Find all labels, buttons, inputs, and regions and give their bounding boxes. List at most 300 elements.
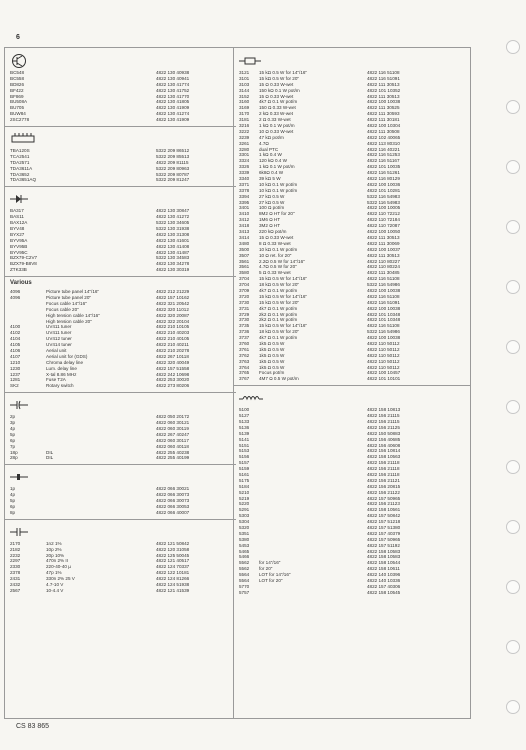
ref-cell: BUW84 [10, 111, 26, 117]
code-cell: 4822 157 50842 [367, 513, 401, 519]
code-cell: 4822 122 10181 [156, 570, 190, 576]
punch-hole [506, 340, 520, 354]
description-cell: Chroma delay line [46, 359, 84, 365]
code-cell: 4822 242 10698 [156, 371, 190, 377]
ref-cell: BU705 [10, 105, 25, 111]
description-cell: 18 kΩ 0.5 W for 20" [259, 282, 300, 288]
code-cell: 4822 060 40118 [156, 443, 189, 449]
ref-cell: 3170 [239, 111, 250, 117]
code-cell: 4822 101 10348 [367, 317, 401, 323]
description-cell: 4M7 Ω 0.5 W pot/m [259, 376, 299, 382]
code-cell: 4822 116 51108 [367, 70, 400, 75]
description-cell: 5 Ω 0.33 W-wet [259, 270, 291, 276]
table-row [10, 383, 230, 389]
code-cell: 4822 124 70337 [156, 564, 190, 570]
punch-hole [506, 280, 520, 294]
ref-cell: 5770 [239, 583, 250, 589]
ref-cell: 3731 [239, 305, 250, 311]
description-cell: UV412 tuner [46, 336, 72, 342]
ref-cell: 3762 [239, 352, 250, 358]
ref-cell: 3340 [239, 176, 250, 182]
ref-cell: 3720 [239, 293, 250, 299]
punch-hole [506, 160, 520, 174]
code-cell: 4822 322 20104 [156, 318, 190, 324]
ref-cell: 5219 [239, 495, 250, 501]
ref-cell: 4102 [10, 330, 21, 336]
description-cell [46, 177, 156, 183]
ref-cell: 5303 [239, 513, 250, 519]
code-cell: 4822 156 21125 [367, 424, 400, 430]
ref-cell: BF869 [10, 93, 24, 99]
ref-cell: 4p [10, 492, 16, 498]
ref-cell: 3763 [239, 358, 250, 364]
code-cell: 4822 255 40199 [156, 455, 190, 461]
ref-cell: 5157 [239, 460, 250, 466]
punch-hole [506, 700, 520, 714]
ref-cell: TDA3611A [10, 165, 33, 171]
ref-cell: 5453 [239, 542, 250, 548]
ref-cell: 3761 [239, 346, 250, 352]
code-cell: 5322 116 54983 [367, 193, 400, 199]
description-cell: 1n2 1% [46, 540, 62, 546]
code-cell: 5322 209 85513 [156, 153, 190, 159]
ref-cell: 4104 [10, 336, 21, 342]
description-cell: 6k8Ω 0.4 W [259, 170, 284, 176]
code-cell: 4822 158 10583 [367, 548, 401, 554]
description-cell: 15 kΩ 0.5 W for 14"/16" [259, 293, 308, 299]
code-cell: 4822 116 51167 [367, 158, 400, 164]
diode-list [10, 208, 230, 273]
ref-cell: 3704 [239, 276, 250, 282]
code-cell: 4822 157 51558 [156, 365, 190, 371]
code-cell: 4822 100 10005 [367, 205, 401, 211]
code-cell: 4822 156 21118 [367, 466, 400, 472]
table-row [10, 588, 230, 594]
table-row [10, 117, 230, 123]
electrolytic-symbol-icon [10, 468, 230, 486]
ref-cell: 4106 [10, 347, 21, 353]
ref-cell: 3730 [239, 299, 250, 305]
code-cell: 4822 157 50965 [367, 536, 401, 542]
description-cell: High tension cable 14"/16" [46, 312, 100, 318]
code-cell: 4822 156 21118 [367, 472, 400, 477]
ref-cell: 3280 [239, 146, 250, 152]
ref-cell: BU508A [10, 99, 28, 105]
description-cell: 15 Ω 0.33 W-wet [259, 81, 294, 87]
code-cell: 4822 116 51091 [367, 299, 400, 305]
ref-cell: 5184 [239, 483, 250, 489]
description-cell: 4k7 Ω 0.1 W pot/m [259, 305, 298, 311]
code-cell: 4822 100 10038 [367, 287, 401, 293]
code-cell: 4822 321 20542 [156, 300, 190, 306]
ref-cell: 5133 [239, 418, 250, 424]
code-cell: 4822 110 50112 [367, 358, 400, 364]
ref-cell: 3301 [239, 152, 250, 158]
ref-cell: 4100 [10, 324, 21, 330]
code-cell: 4822 157 51380 [367, 525, 401, 531]
ref-cell: 3103 [239, 81, 250, 87]
code-cell: 4822 140 10396 [367, 572, 401, 578]
code-cell: 4822 157 10162 [156, 294, 190, 300]
description-cell: 8M2 Ω HT for 20" [259, 211, 295, 217]
ref-cell: 3401 [239, 205, 250, 211]
code-cell: 5322 116 54986 [367, 329, 400, 335]
code-cell: 4822 130 41752 [156, 87, 190, 93]
code-cell: 4822 158 10813 [367, 407, 401, 413]
ref-cell: 5320 [239, 525, 250, 531]
ref-cell: 5153 [239, 448, 250, 454]
description-cell: 1k5 Ω 0.5 W [259, 352, 285, 358]
ref-cell: 3414 [239, 234, 250, 240]
description-cell: for 20" [259, 566, 273, 572]
ref-cell: 3764 [239, 364, 250, 370]
ref-cell: BYV95C [10, 249, 28, 255]
code-cell: 4822 124 81266 [156, 576, 190, 582]
code-cell: 4822 111 30069 [367, 240, 400, 246]
code-cell: 4822 101 10348 [367, 311, 401, 317]
punch-hole [506, 640, 520, 654]
description-cell: 10p 2% [46, 546, 62, 552]
code-cell: 4822 060 30121 [156, 420, 190, 426]
description-cell: 18 kΩ 0.5 W for 20" [259, 329, 300, 335]
code-cell: 4822 156 21123 [367, 501, 400, 507]
ref-cell: 5380 [239, 536, 250, 542]
code-cell: 5322 209 81247 [156, 177, 190, 183]
left-column [10, 52, 230, 594]
code-cell: 4822 110 50112 [367, 364, 400, 370]
description-cell: 150 kΩ 0.1 W pot/m [259, 87, 300, 93]
ref-cell: 2297 [10, 558, 21, 564]
code-cell: 4822 101 10352 [367, 87, 401, 93]
table-row [10, 455, 230, 461]
description-cell: DIL [46, 455, 54, 461]
description-cell: Picture tube panel 20" [46, 294, 92, 300]
ref-cell: 3378 [239, 187, 250, 193]
code-cell: 4822 130 31308 [156, 231, 190, 237]
code-cell: 5322 130 34583 [156, 255, 190, 261]
ref-cell: 6p [10, 504, 16, 509]
ref-cell: 2567 [10, 587, 21, 593]
description-cell: Aerial unit for (GDS) [46, 353, 88, 359]
transistor-list [10, 70, 230, 123]
code-cell: 4822 130 41601 [156, 237, 190, 243]
code-cell: 4822 273 80206 [156, 383, 190, 389]
ref-cell: 18p [10, 449, 18, 455]
ref-cell: 3580 [239, 270, 250, 276]
code-cell: 4822 130 41487 [156, 249, 190, 255]
description-cell: 15 kΩ 0.5 W for 14"/16" [259, 323, 308, 329]
code-cell: 4822 210 40105 [156, 336, 190, 342]
description-cell: 1 kΩ 0.1 W pot/m [259, 164, 295, 170]
coil-symbol-icon [239, 389, 465, 407]
code-cell: 4822 157 50965 [367, 495, 401, 501]
ref-cell: TDA3652 [10, 171, 30, 177]
code-cell: 4822 102 40065 [367, 134, 401, 140]
ref-cell: 5141 [239, 436, 250, 442]
ref-cell: 3326 [239, 164, 250, 170]
ref-cell: 3p [10, 420, 16, 426]
description-cell: 4.7-10 V [46, 582, 64, 588]
ref-cell: 5220 [239, 501, 250, 507]
ic-list [10, 148, 230, 183]
ref-cell: 2p [10, 414, 16, 420]
code-cell: 4822 124 51938 [156, 582, 190, 588]
ref-cell: 3339 [239, 170, 250, 176]
code-cell: 4822 130 34278 [156, 261, 190, 267]
table-row [10, 510, 230, 516]
code-cell: 4822 111 30181 [367, 117, 400, 123]
code-cell: 4822 100 10037 [367, 246, 401, 252]
code-cell: 4822 253 30020 [156, 377, 190, 383]
code-cell: 4822 111 30513 [367, 252, 400, 258]
code-cell: 4822 158 10561 [367, 507, 401, 513]
code-cell: 4822 267 40247 [156, 431, 190, 437]
code-cell: 4822 116 51108 [367, 276, 400, 282]
ref-cell: 5136 [239, 424, 250, 430]
description-cell: UV411 tuner [46, 330, 72, 336]
column-divider [233, 47, 234, 718]
code-cell: 4822 066 40007 [156, 509, 190, 515]
ref-cell: 5p [10, 431, 16, 437]
page-number: 6 [16, 34, 20, 41]
code-cell: 4822 156 21115 [367, 413, 400, 419]
code-cell: 4822 130 41408 [156, 243, 190, 249]
punch-hole [506, 40, 520, 54]
punch-hole [506, 220, 520, 234]
code-cell: 4822 111 30513 [367, 93, 400, 99]
description-cell: 2k2 Ω 0.1 W pot/m [259, 311, 298, 317]
description-cell: 4.7Ω [259, 140, 269, 146]
code-cell: 4822 066 30021 [156, 486, 190, 492]
code-cell: 4822 113 80310 [367, 140, 400, 146]
code-cell: 4822 130 41272 [156, 214, 190, 220]
description-cell: DIL [46, 449, 54, 455]
code-cell: 4822 320 40049 [156, 359, 190, 365]
ref-cell: 5139 [239, 430, 250, 436]
code-cell: 4822 100 10050 [367, 229, 401, 235]
ref-cell: 1210 [10, 359, 21, 365]
ref-cell: 4096 [10, 289, 21, 295]
ref-cell: 5100 [239, 407, 250, 413]
ref-cell: 3410 [239, 211, 250, 217]
code-cell: 4822 121 41539 [156, 587, 190, 593]
code-cell: 4822 130 40941 [156, 75, 190, 81]
ref-cell: TBA120S [10, 148, 30, 154]
description-cell: dual PTC [259, 146, 279, 152]
ref-cell: 5161 [239, 472, 250, 477]
code-cell: 4822 116 40221 [367, 146, 400, 152]
code-cell: 4822 150 50883 [367, 430, 401, 436]
code-cell: 4822 156 40608 [367, 442, 401, 448]
description-cell: 10 kΩ 0.1 W pot/m [259, 181, 298, 187]
code-cell: 4822 212 21229 [156, 289, 190, 295]
ref-cell: BA317 [10, 208, 24, 214]
punch-hole [506, 400, 520, 414]
ref-cell: 3760 [239, 340, 250, 346]
ref-cell: 5p [10, 498, 16, 504]
ref-cell: 4p [10, 425, 16, 431]
description-cell: for 14"/16" [259, 560, 281, 566]
code-cell: 4822 130 41774 [156, 81, 190, 87]
ref-cell: BYX27 [10, 231, 25, 237]
ref-cell: 3418 [239, 223, 250, 229]
ref-cell: 2330 [10, 564, 21, 570]
ref-cell: 3730 [239, 317, 250, 323]
ref-cell: 3413 [239, 229, 250, 235]
code-cell: 4822 066 30073 [156, 492, 190, 498]
ref-cell: 3144 [239, 87, 250, 93]
code-cell: 4822 130 41909 [156, 117, 190, 123]
ref-cell: 3239 [239, 134, 250, 140]
code-cell: 4822 120 31058 [156, 546, 190, 552]
ref-cell: 5564 [239, 572, 250, 578]
ref-cell: 5210 [239, 489, 250, 495]
ref-cell: 3152 [239, 93, 250, 99]
ic-symbol-icon [10, 130, 230, 148]
ref-cell: 8p [10, 509, 16, 515]
description-cell: 1M6 Ω HT [259, 217, 281, 223]
description-cell: 1k5 Ω 0.5 W [259, 340, 285, 346]
code-cell: 4822 116 51108 [367, 323, 400, 329]
punch-hole [506, 520, 520, 534]
description-cell: LOT for 20" [259, 578, 283, 584]
code-cell: 4822 116 51253 [367, 152, 400, 158]
transistor-symbol-icon [10, 52, 230, 70]
code-cell: 4822 210 20278 [156, 347, 190, 353]
ref-cell: 3561 [239, 258, 250, 264]
code-cell: 4822 156 21118 [367, 460, 400, 466]
code-cell: 4822 320 20087 [156, 312, 190, 318]
capacitor-list-b [10, 486, 230, 515]
ref-cell: 5151 [239, 442, 250, 448]
description-cell: 2 Ω 0.33 W-wet [259, 117, 291, 123]
punch-hole [506, 580, 520, 594]
description-cell: 4.7Ω 0.5 W for 20" [259, 264, 297, 270]
ref-cell: 3500 [239, 246, 250, 252]
description-cell: Focus cable 20" [46, 306, 79, 312]
description-cell: Focus pot/m [259, 370, 285, 376]
ref-cell: 3737 [239, 335, 250, 341]
code-cell: 4822 157 51192 [367, 542, 400, 548]
ref-cell: 5466 [239, 554, 250, 560]
ref-cell: BAX12A [10, 220, 28, 226]
ref-cell: 3261 [239, 140, 250, 146]
code-cell: 4822 101 10281 [367, 187, 401, 193]
code-cell: 4822 125 50045 [156, 552, 190, 558]
description-cell: 15 Ω 0.33 W-wet [259, 93, 294, 99]
ref-cell: 3709 [239, 287, 250, 293]
ref-cell: 2232 [10, 552, 21, 558]
table-row [10, 177, 230, 183]
code-cell: 4822 140 10336 [367, 578, 401, 584]
ref-cell: 3371 [239, 181, 250, 187]
code-cell: 4822 060 30119 [156, 425, 189, 431]
code-cell: 4822 156 10814 [367, 448, 401, 454]
description-cell: Fuse T2A [46, 377, 66, 383]
code-cell: 4822 111 30508 [367, 128, 400, 134]
code-cell: 5322 209 80787 [156, 171, 190, 177]
description-cell [46, 117, 156, 123]
ref-cell: 3765 [239, 370, 250, 376]
right-column [239, 52, 465, 596]
ref-cell: TDA2571 [10, 159, 30, 165]
description-cell: LOT for 14"/16" [259, 572, 291, 578]
code-cell: 4822 116 51261 [367, 170, 400, 176]
code-cell: 4822 116 51091 [367, 75, 400, 81]
coil-list [239, 407, 465, 596]
ref-cell: 1281 [10, 377, 21, 383]
code-cell: 4822 110 80224 [367, 264, 400, 270]
ref-cell: 2170 [10, 540, 21, 546]
description-cell: 1k5 Ω 0.5 W [259, 364, 285, 370]
ref-cell: 3160 [239, 99, 250, 105]
description-cell: 4k7 Ω 0.1 W pot/m [259, 99, 298, 105]
ref-cell: 3729 [239, 311, 250, 317]
code-cell: 4822 100 10038 [367, 99, 401, 105]
description-cell [46, 267, 156, 273]
code-cell: 4822 210 40203 [156, 330, 190, 336]
ref-cell: 5175 [239, 477, 250, 483]
ref-cell: 4096 [10, 294, 21, 300]
code-cell: 4822 110 72087 [367, 223, 400, 229]
description-cell [259, 590, 367, 596]
description-cell: 2k2 Ω 0.1 W pot/m [259, 317, 298, 323]
ref-cell: 6p [10, 437, 16, 443]
description-cell: 15 Ω 0.33 W-wet [259, 234, 294, 240]
code-cell: 4822 130 41909 [156, 105, 190, 111]
description-cell: 220 kΩ pot/m [259, 229, 287, 235]
code-cell: 4822 100 10036 [367, 181, 401, 187]
description-cell: 10 kΩ 0.1 W pot/m [259, 187, 298, 193]
description-cell: 47p 1% [46, 570, 62, 576]
description-cell: 10 kΩ 0.1 W pot/m [259, 246, 298, 252]
code-cell: 5322 209 86512 [156, 148, 190, 154]
ref-cell: BYV95B [10, 243, 28, 249]
ref-cell: 5562 [239, 566, 250, 572]
code-cell: 4822 209 81115 [156, 159, 189, 165]
ref-cell: 4105 [10, 342, 21, 348]
description-cell: 3M2 Ω HT [259, 223, 281, 229]
description-cell: 15 kΩ 0.5 W for 20" [259, 75, 300, 81]
ref-cell: 28p [10, 455, 18, 461]
code-cell: 5322 116 54986 [367, 282, 400, 288]
ref-cell: TCA2541 [10, 153, 30, 159]
ref-cell: 3395 [239, 199, 250, 205]
capacitor-list-c [10, 541, 230, 594]
ref-cell: 1p [10, 486, 16, 492]
code-cell: 4822 158 10563 [367, 454, 401, 460]
description-cell: 10 Ω ret. for 20" [259, 252, 292, 258]
ref-cell: 2432 [10, 582, 21, 588]
code-cell: 4822 110 50112 [367, 346, 400, 352]
code-cell: 4822 111 30485 [367, 270, 400, 276]
description-cell: Lum. delay line [46, 365, 77, 371]
description-cell: 2.2Ω 0.5 W for 14"/16" [259, 258, 305, 264]
description-cell: 15 kΩ 0.5 W for 14"/16" [259, 70, 308, 75]
code-cell: 5322 130 31938 [156, 226, 190, 232]
code-cell: 4822 158 10611 [367, 566, 400, 572]
description-cell: 1 kΩ 0.4 W [259, 152, 282, 158]
code-cell: 4822 111 30513 [367, 81, 400, 87]
code-cell: 4822 158 10545 [367, 589, 401, 595]
punch-hole [506, 100, 520, 114]
code-cell: 4822 110 80227 [367, 258, 400, 264]
description-cell: 1k5 Ω 0.5 W [259, 346, 285, 352]
description-cell: X-tal 8.86 MHz [46, 371, 77, 377]
code-cell: 4822 267 10118 [156, 353, 189, 359]
various-heading: Various [10, 280, 32, 287]
description-cell: 15 kΩ 0.5 W for 20" [259, 299, 300, 305]
